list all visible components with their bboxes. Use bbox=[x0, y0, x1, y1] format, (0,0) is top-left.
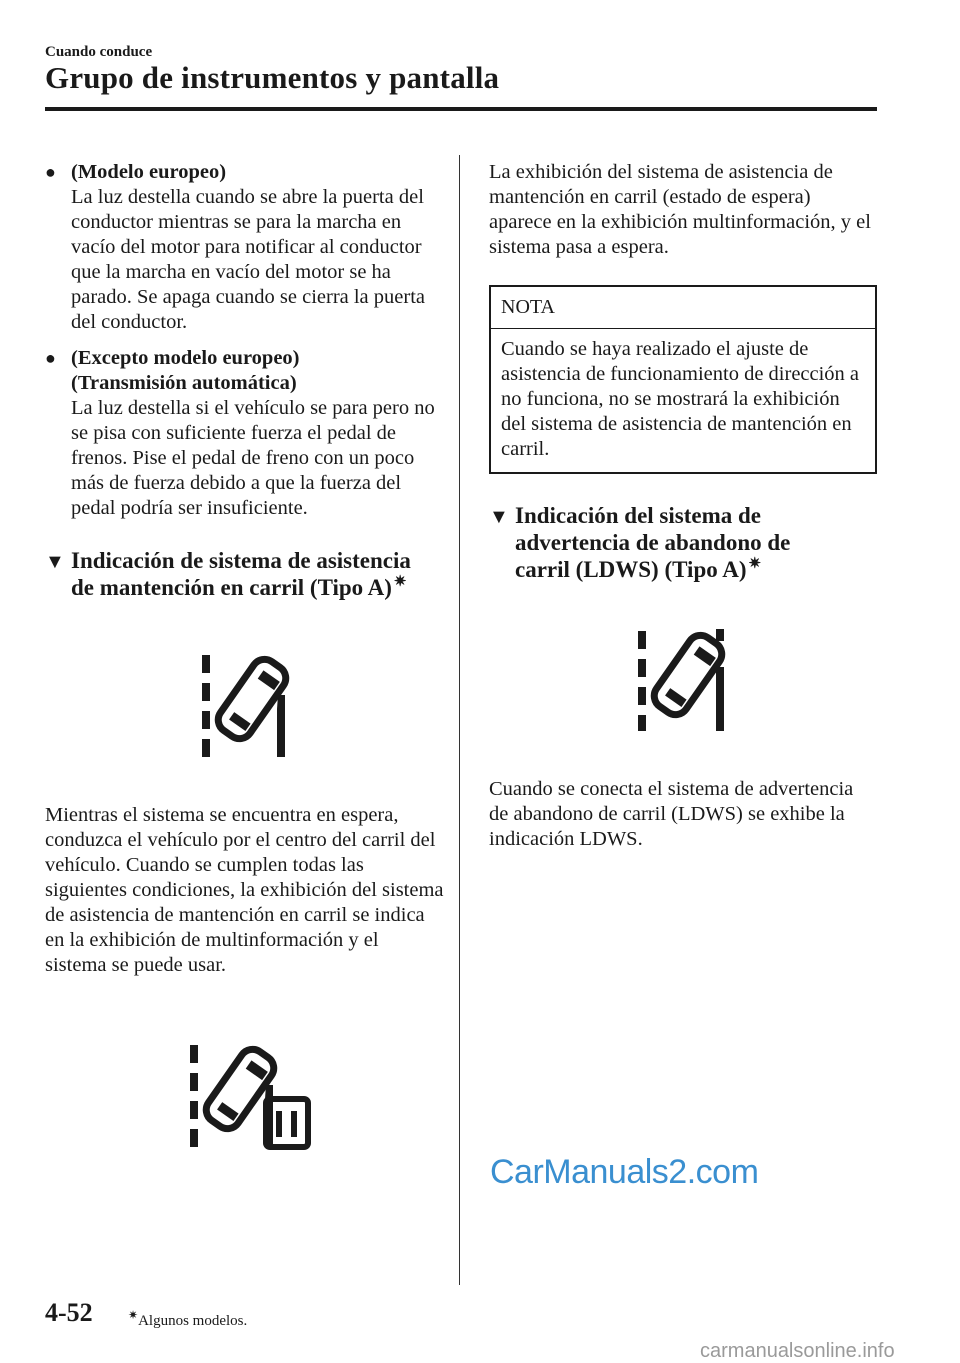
body-paragraph: La exhibición del sistema de asistencia de mantención en carril (estado de espera) aparece en la exhibición multinformación, y el sistema pasa a espera. bbox=[489, 161, 871, 258]
bullet-dot-icon: ● bbox=[45, 348, 56, 368]
column-divider bbox=[459, 155, 460, 1285]
heading-line: de mantención en carril (Tipo A) bbox=[71, 575, 392, 600]
right-column bbox=[489, 160, 877, 852]
page-number: 4-52 bbox=[45, 1298, 93, 1327]
heading-line: Indicación del sistema de bbox=[515, 503, 761, 528]
footnote-mark: ✷ bbox=[393, 574, 407, 590]
lane-departure-warning-icon bbox=[489, 625, 877, 735]
bullet-heading: (Transmisión automática) bbox=[71, 372, 297, 394]
footnote-mark: ✷ bbox=[128, 1308, 139, 1322]
section-heading bbox=[45, 547, 445, 601]
watermark[interactable]: CarManuals2.com bbox=[490, 1153, 759, 1191]
bullet-text: La luz destella si el vehículo se para pero no se pisa con suficiente fuerza el pedal de frenos. Pise el pedal de freno con un poco más de fuerza debido a que la fuerza del pedal podría ser insuficiente. bbox=[71, 397, 435, 519]
footnote-mark: ✷ bbox=[748, 556, 762, 572]
lane-keep-assist-standby-icon bbox=[45, 1033, 445, 1153]
heading-line: carril (LDWS) (Tipo A) bbox=[515, 557, 747, 582]
body-paragraph: Cuando se conecta el sistema de advertencia de abandono de carril (LDWS) se exhibe la indicación LDWS. bbox=[489, 778, 854, 850]
left-column bbox=[45, 160, 445, 1153]
section-heading bbox=[489, 502, 877, 583]
footnote-text: Algunos modelos. bbox=[138, 1313, 248, 1329]
bullet-heading: (Excepto modelo europeo) bbox=[71, 347, 300, 369]
lane-keep-assist-icon bbox=[45, 643, 445, 763]
triangle-down-icon: ▼ bbox=[489, 506, 509, 528]
title-rule bbox=[45, 107, 877, 111]
page-title: Grupo de instrumentos y pantalla bbox=[45, 60, 500, 95]
note-text: Cuando se haya realizado el ajuste de asistencia de funcionamiento de dirección a no funciona, no se mostrará la exhibición del sistema de asistencia de mantención en carril. bbox=[501, 338, 860, 460]
watermark[interactable]: carmanualsonline.info bbox=[700, 1340, 895, 1362]
list-item bbox=[45, 160, 445, 335]
body-paragraph: Mientras el sistema se encuentra en espera, conduzca el vehículo por el centro del carril del vehículo. Cuando se cumplen todas las siguientes condiciones, la exhibición del sistema de asistencia de mantención en carril se indica en la exhibición de multinformación y el sistema se puede usar. bbox=[45, 804, 444, 976]
bullet-dot-icon: ● bbox=[45, 162, 56, 182]
section-label: Cuando conduce bbox=[45, 44, 153, 60]
note-title: NOTA bbox=[491, 287, 875, 329]
heading-line: advertencia de abandono de bbox=[515, 530, 791, 555]
bullet-text: La luz destella cuando se abre la puerta del conductor mientras se para la marcha en vacío del motor para notificar al conductor que la marcha en vacío del motor se ha parado. Se apaga cuando se cierra la puerta del conductor. bbox=[71, 186, 426, 333]
triangle-down-icon: ▼ bbox=[45, 551, 65, 573]
note-box bbox=[489, 285, 877, 474]
heading-line: Indicación de sistema de asistencia bbox=[71, 548, 411, 573]
bullet-heading: (Modelo europeo) bbox=[71, 161, 227, 183]
list-item bbox=[45, 346, 445, 521]
footnote bbox=[128, 1308, 247, 1330]
